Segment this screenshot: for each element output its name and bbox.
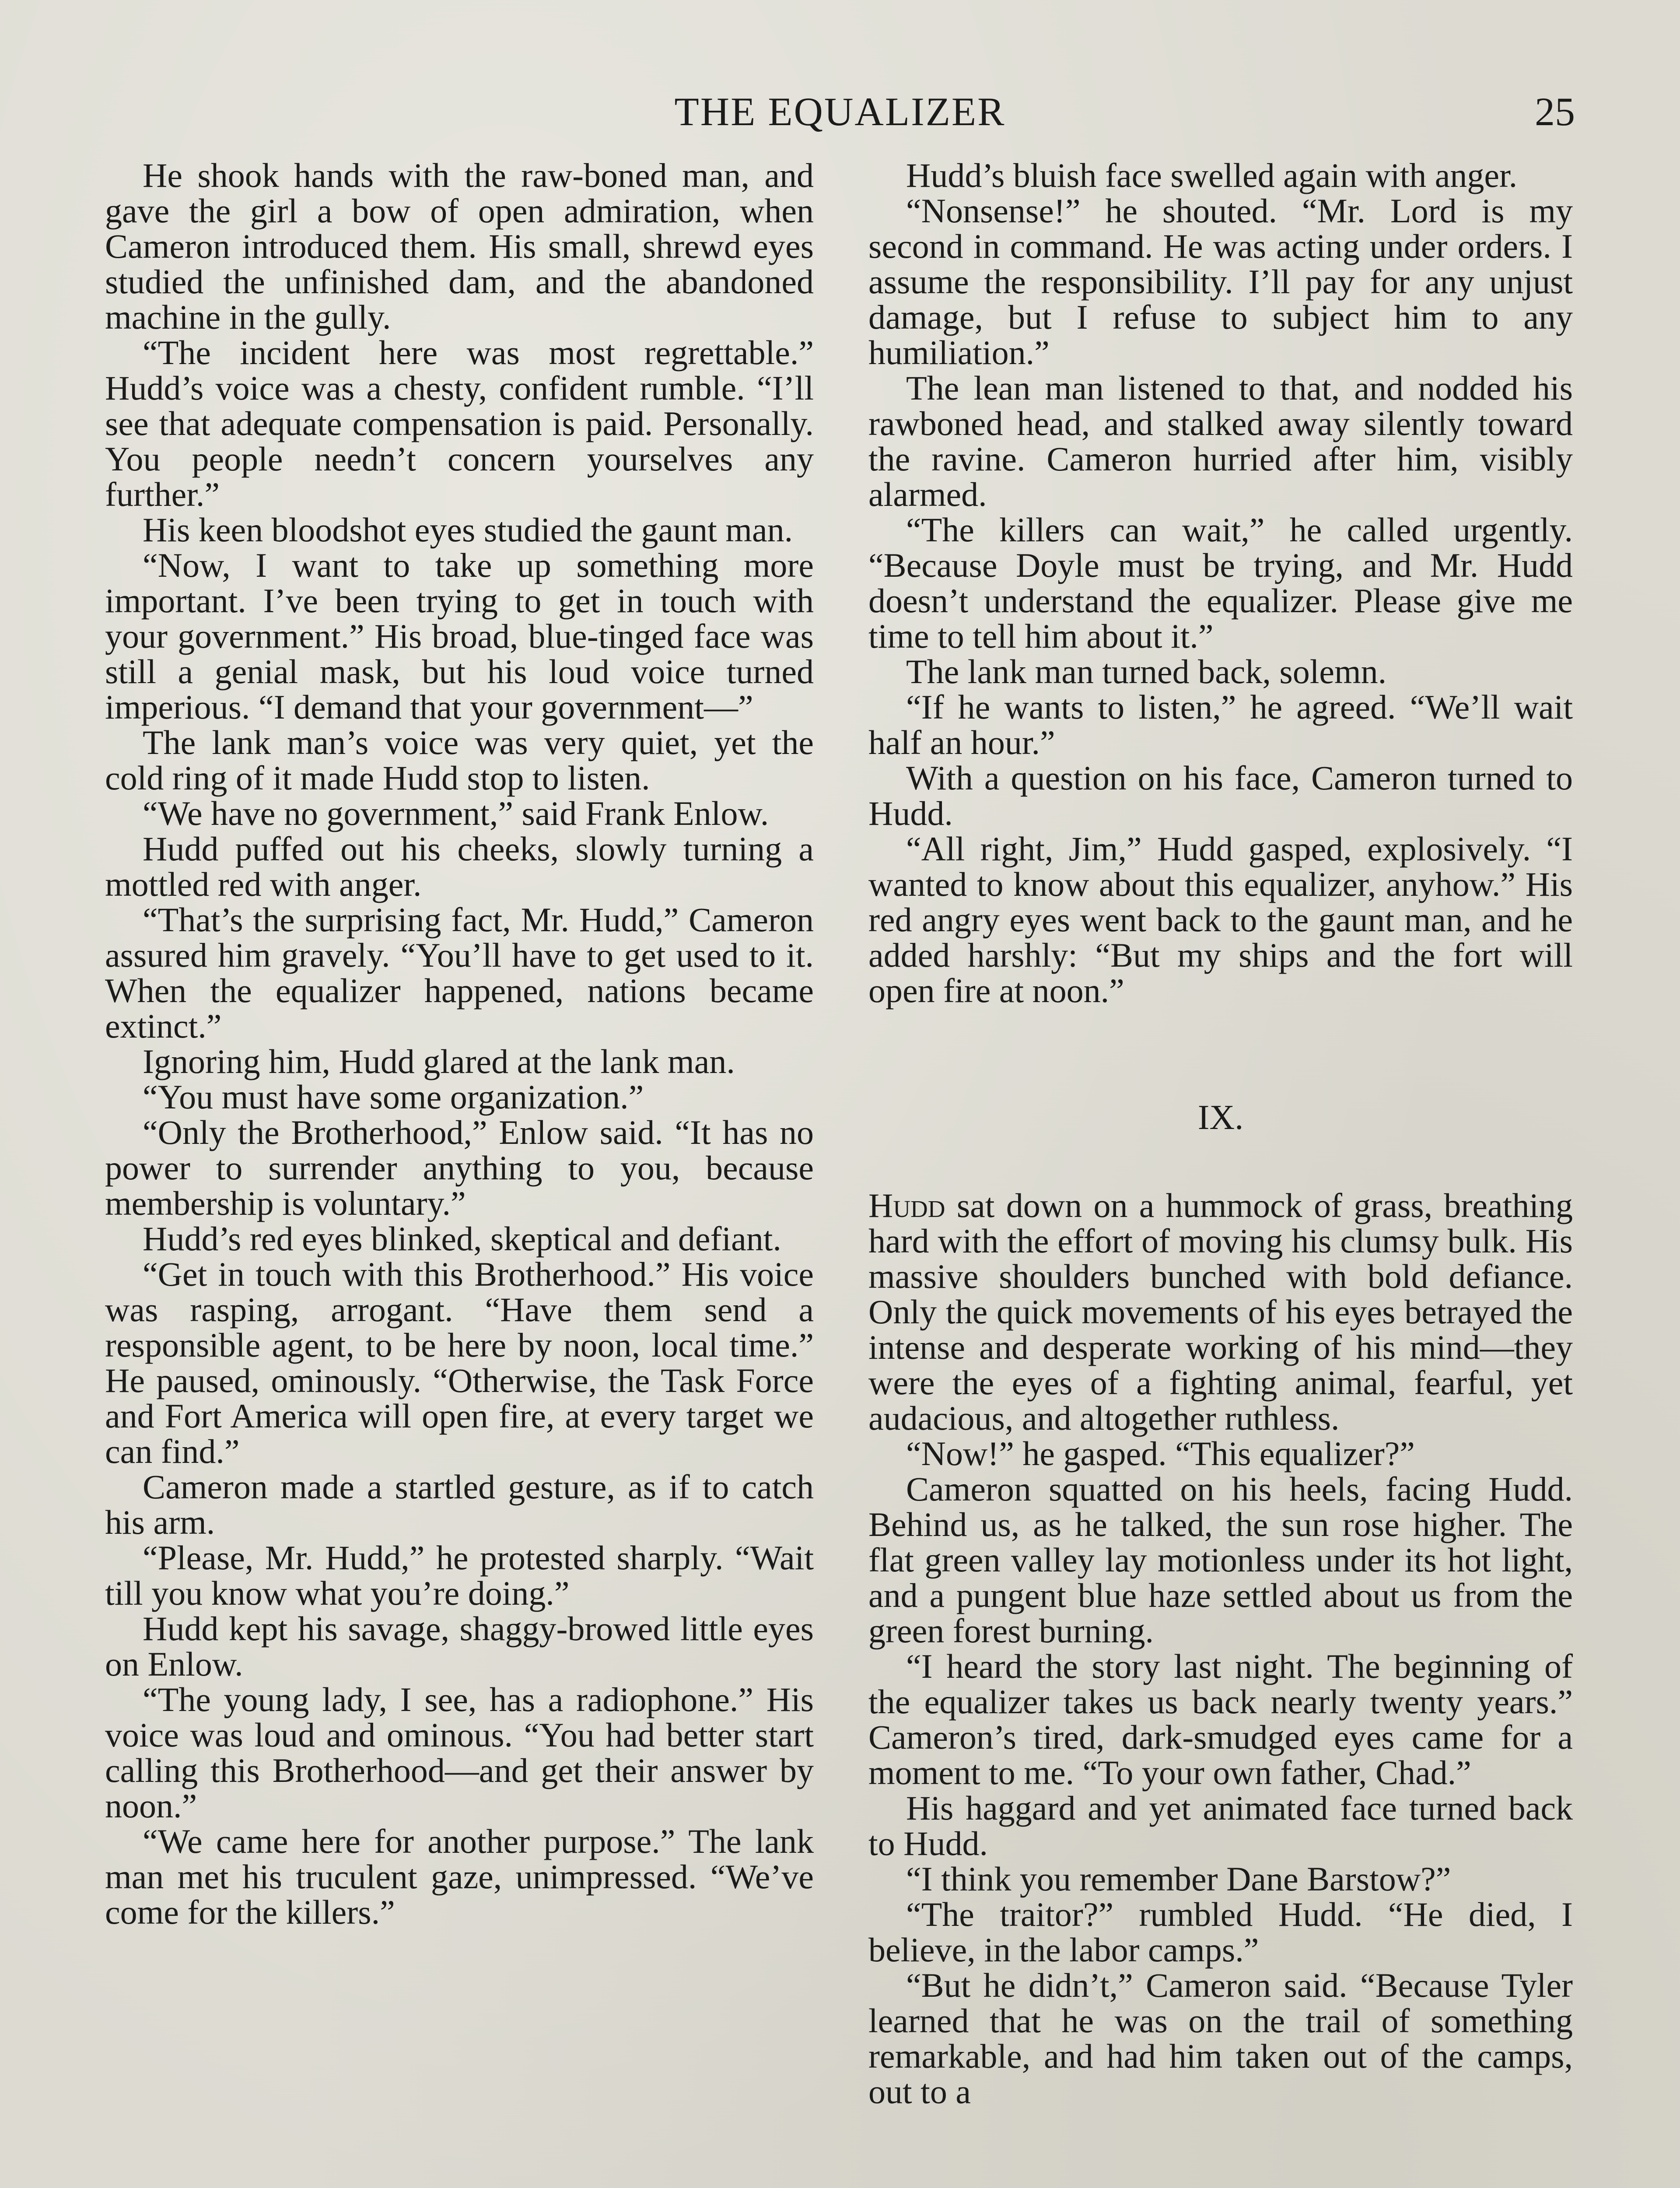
paragraph: Hudd kept his savage, shaggy-browed little eyes on Enlow.: [105, 1609, 814, 1683]
paragraph: “That’s the surprising fact, Mr. Hudd,” Cameron assured him gravely. “You’ll have to get used to it. When the equalizer happened, nations became extinct.”: [105, 901, 814, 1045]
chapter-heading: IX.: [1197, 1098, 1244, 1137]
paragraph: “All right, Jim,” Hudd gasped, explosively. “I wanted to know about this equalizer, anyhow.” His red angry eyes went back to the gaunt man, and he added harshly: “But my ships and the fort will open fire at noon.”: [868, 830, 1573, 1010]
paragraph: “Get in touch with this Brotherhood.” His voice was rasping, arrogant. “Have them send a responsible agent, to be here by noon, local time.” He paused, ominously. “Otherwise, the Task Force and Fort America will open fire, at every target we can find.”: [105, 1255, 814, 1470]
paragraph: The lank man’s voice was very quiet, yet the cold ring of it made Hudd stop to listen.: [105, 723, 814, 797]
chapter-lead-word: Hudd: [868, 1186, 945, 1224]
paragraph: “Now, I want to take up something more important. I’ve been trying to get in touch with your government.” His broad, blue-tinged face was still a genial mask, but his loud voice turned imperious. “I demand that your government—”: [105, 546, 814, 726]
paragraph: Hudd’s bluish face swelled again with anger.: [906, 156, 1518, 194]
paragraph: The lank man turned back, solemn.: [906, 652, 1387, 691]
paragraph: With a question on his face, Cameron turned to Hudd.: [868, 759, 1573, 832]
paragraph: “If he wants to listen,” he agreed. “We’ll wait half an hour.”: [868, 688, 1573, 761]
right-column: [868, 158, 1573, 2109]
paragraph: Hudd puffed out his cheeks, slowly turning a mottled red with anger.: [105, 830, 814, 903]
paragraph: “We have no government,” said Frank Enlow.: [143, 794, 769, 832]
paragraph: Ignoring him, Hudd glared at the lank man.: [143, 1042, 735, 1080]
running-header: [0, 83, 1680, 140]
paragraph: His keen bloodshot eyes studied the gaunt man.: [143, 511, 793, 549]
chapter-opening-paragraph: [868, 1188, 1573, 1436]
paragraph: Cameron made a startled gesture, as if to catch his arm.: [105, 1468, 814, 1541]
paragraph: “You must have some organization.”: [143, 1078, 644, 1116]
page-number: 25: [1535, 89, 1575, 134]
chapter-opening-text: sat down on a hummock of grass, breathing hard with the effort of moving his clumsy bulk. His massive shoulders bunched with bold defiance. Only the quick movements of his eyes betrayed the intense and desperate working of his mind—they were the eyes of a fighting animal, fearful, yet audacious, and altogether ruthless.: [868, 1186, 1573, 1437]
paragraph: His haggard and yet animated face turned back to Hudd.: [868, 1789, 1573, 1862]
paragraph: He shook hands with the raw-boned man, and gave the girl a bow of open admiration, when Cameron introduced them. His small, shrewd eyes studied the unfinished dam, and the abandoned machine in the gully.: [105, 156, 814, 336]
paragraph: “Please, Mr. Hudd,” he protested sharply. “Wait till you know what you’re doing.”: [105, 1539, 814, 1612]
paragraph: “The young lady, I see, has a radiophone.” His voice was loud and ominous. “You had better start calling this Brotherhood—and get their answer by noon.”: [105, 1680, 814, 1825]
left-column: [105, 158, 814, 1930]
paragraph: The lean man listened to that, and nodded his rawboned head, and stalked away silently toward the ravine. Cameron hurried after him, visibly alarmed.: [868, 369, 1573, 513]
paragraph: “I think you remember Dane Barstow?”: [906, 1860, 1451, 1898]
paragraph: “But he didn’t,” Cameron said. “Because Tyler learned that he was on the trail of something remarkable, and had him taken out of the camps, out to a: [868, 1966, 1573, 2111]
paragraph: “I heard the story last night. The beginning of the equalizer takes us back nearly twenty years.” Cameron’s tired, dark-smudged eyes came for a moment to me. “To your own father, Chad.”: [868, 1647, 1573, 1792]
paragraph: “Only the Brotherhood,” Enlow said. “It has no power to surrender anything to you, because membership is voluntary.”: [105, 1113, 814, 1222]
paragraph: “The incident here was most regrettable.” Hudd’s voice was a chesty, confident rumble. “I’ll see that adequate compensation is paid. Personally. You people needn’t concern yourselves any further.”: [105, 333, 814, 513]
paragraph: “The killers can wait,” he called urgently. “Because Doyle must be trying, and Mr. Hudd doesn’t understand the equalizer. Please give me time to tell him about it.”: [868, 511, 1573, 655]
paragraph: “Nonsense!” he shouted. “Mr. Lord is my second in command. He was acting under orders. I assume the responsibility. I’ll pay for any unjust damage, but I refuse to subject him to any humiliation.”: [868, 192, 1573, 372]
paragraph: “We came here for another purpose.” The lank man met his truculent gaze, unimpressed. “We’ve come for the killers.”: [105, 1822, 814, 1931]
paragraph: Cameron squatted on his heels, facing Hudd. Behind us, as he talked, the sun rose higher. The flat green valley lay motionless under its hot light, and a pungent blue haze settled about us from the green forest burning.: [868, 1470, 1573, 1650]
paragraph: “Now!” he gasped. “This equalizer?”: [906, 1434, 1415, 1473]
running-title: THE EQUALIZER: [674, 89, 1006, 134]
paragraph: Hudd’s red eyes blinked, skeptical and defiant.: [143, 1220, 781, 1258]
paragraph: “The traitor?” rumbled Hudd. “He died, I believe, in the labor camps.”: [868, 1895, 1573, 1969]
